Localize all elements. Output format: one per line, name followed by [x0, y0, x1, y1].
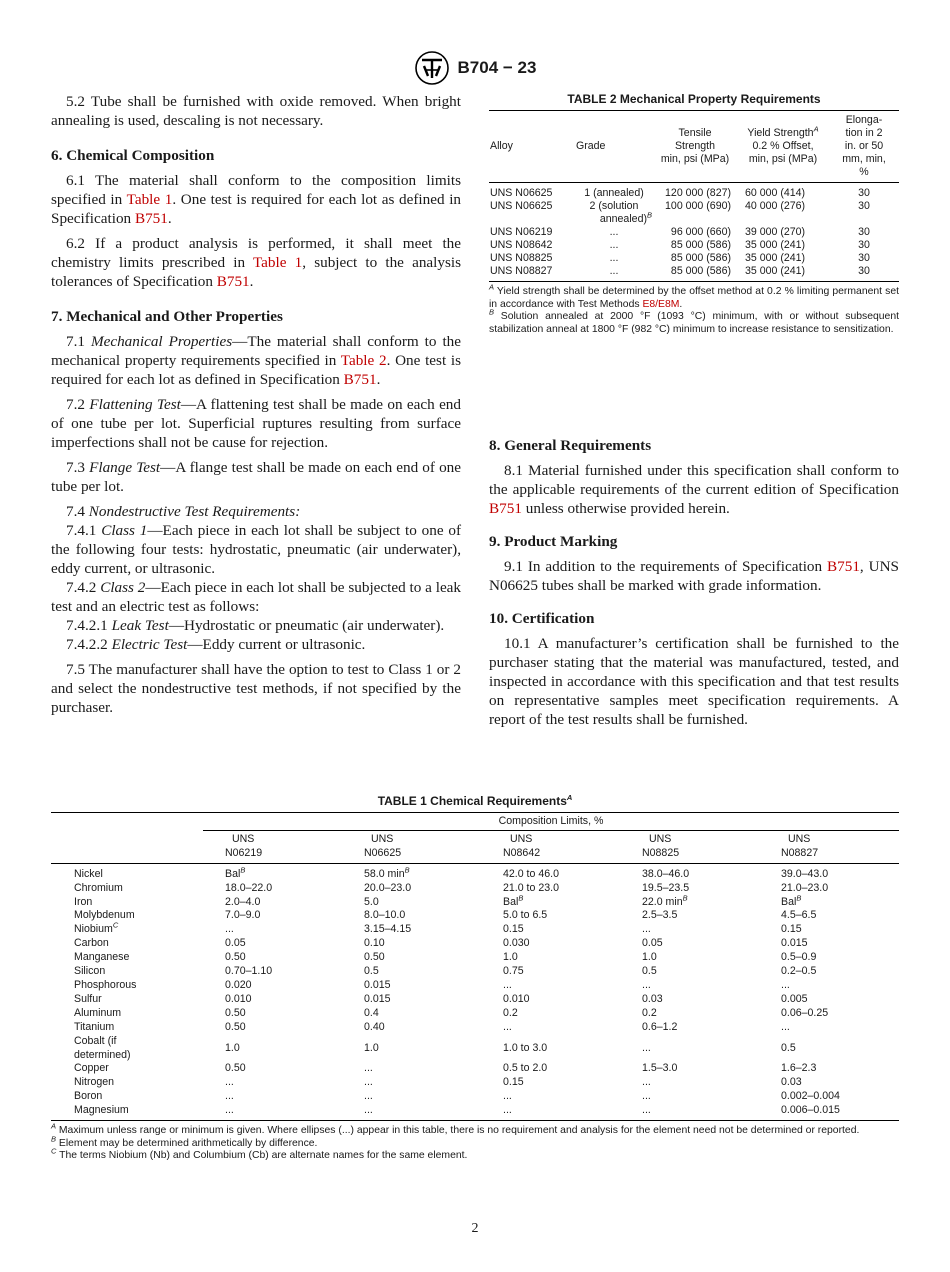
composition-cell: 0.03 — [642, 992, 663, 1005]
composition-cell: 1.6–2.3 — [781, 1062, 817, 1075]
composition-cell: 0.5 to 2.0 — [503, 1062, 548, 1075]
composition-cell: 0.50 — [225, 1006, 246, 1019]
yield-cell: 60 000 (414) — [745, 187, 806, 199]
alloy-column-header: UNS N08827 — [759, 830, 899, 863]
element-cell: Cobalt (if determined) — [74, 1034, 131, 1061]
composition-cell: ... — [781, 978, 790, 991]
tensile-cell: 85 000 (586) — [653, 265, 737, 282]
yield-cell: 39 000 (270) — [745, 226, 806, 238]
table-row — [51, 1035, 899, 1063]
element-cell: Iron — [74, 895, 93, 908]
table-row — [51, 951, 899, 965]
para-8-1: 8.1 Material furnished under this specification shall conform to the applicable requirements of the current edition of Specification B751 unless otherwise provided herein. — [489, 462, 899, 517]
grade-cell: ... — [575, 265, 653, 282]
composition-cell: 0.15 — [503, 923, 524, 936]
composition-cell: ... — [481, 1104, 620, 1120]
composition-cell: 0.010 — [225, 992, 252, 1005]
table-1-link[interactable]: Table 1 — [126, 191, 173, 208]
tensile-cell: 100 000 (690) — [665, 200, 731, 212]
table-2-footnote-a: $^A$ Yield strength shall be determined by the offset method at 0.2 % limiting permanent set in accordance with Test Methods E8/E8M. — [489, 282, 899, 310]
composition-cell: 0.4 — [364, 1006, 379, 1019]
para-7-2: 7.2 Flattening Test—A flattening test shall be made on each end of one tube per lot. Superficial ruptures resulting from surface imperfections shall not be cause for rejection. — [51, 396, 461, 451]
section-10-heading: 10. Certification — [489, 610, 595, 627]
composition-cell: 0.020 — [225, 978, 252, 991]
element-cell: Sulfur — [74, 992, 102, 1005]
element-cell: Molybdenum — [74, 909, 135, 922]
table-row — [51, 896, 899, 910]
element-cell: Boron — [74, 1090, 103, 1103]
alloy-cell: UNS N06625 — [490, 187, 553, 199]
composition-cell: 0.002–0.004 — [781, 1090, 840, 1103]
para-7-4-2-2: 7.4.2.2 Electric Test—Eddy current or ultrasonic. — [66, 636, 366, 653]
para-10-1: 10.1 A manufacturer’s certification shall be furnished to the purchaser stating that the material was manufactured, tested, and inspected in accordance with this specification and that test results on representative samples meet specification requirements. A report of the test results shall be furnished. — [489, 635, 899, 728]
composition-cell: 2.0–4.0 — [225, 895, 261, 908]
table-row — [489, 239, 899, 252]
composition-cell: 0.6–1.2 — [642, 1020, 678, 1033]
page-number: 2 — [471, 1221, 479, 1236]
composition-cell: 0.03 — [781, 1076, 802, 1089]
element-cell: Nitrogen — [74, 1076, 115, 1089]
table-1-block — [51, 794, 899, 1163]
composition-limits-header: Composition Limits, % — [203, 813, 899, 831]
document-designation: B704 − 23 — [457, 58, 537, 77]
elongation-cell: 30 — [858, 239, 870, 251]
composition-cell: 58.0 $\min^B$ — [364, 865, 410, 880]
composition-cell: 0.50 — [225, 951, 246, 964]
composition-cell: 0.05 — [225, 937, 246, 950]
composition-cell: ... — [225, 1076, 234, 1089]
tensile-cell: 120 000 (827) — [665, 187, 731, 199]
composition-cell: ... — [503, 1090, 512, 1103]
section-7-heading: 7. Mechanical and Other Properties — [51, 308, 283, 325]
composition-cell: 0.10 — [364, 937, 385, 950]
page-header — [0, 50, 950, 86]
table-row — [51, 909, 899, 923]
section-9-heading: 9. Product Marking — [489, 533, 618, 550]
col-grade: Grade — [575, 111, 653, 183]
composition-cell: ... — [225, 1090, 234, 1103]
right-column — [489, 436, 899, 735]
table-row — [51, 1007, 899, 1021]
composition-cell: 0.50 — [364, 951, 385, 964]
b751-link[interactable]: B751 — [343, 371, 377, 388]
element-cell: Chromium — [74, 881, 123, 894]
b751-link[interactable]: B751 — [827, 558, 860, 575]
composition-cell: 38.0–46.0 — [642, 867, 690, 880]
para-7-3: 7.3 Flange Test—A flange test shall be made on each end of one tube per lot. — [51, 459, 461, 495]
composition-cell: ... — [642, 923, 651, 936]
composition-cell: 18.0–22.0 — [225, 881, 273, 894]
element-cell: Copper — [74, 1062, 109, 1075]
alloy-column-header: UNS N06625 — [342, 830, 481, 863]
composition-cell: 0.2 — [503, 1006, 518, 1019]
element-cell: Titanium — [74, 1020, 115, 1033]
composition-cell: 21.0–23.0 — [781, 881, 829, 894]
composition-cell: 0.015 — [364, 992, 391, 1005]
composition-cell: 0.030 — [503, 937, 530, 950]
element-cell: Nickel — [74, 867, 103, 880]
composition-cell: 0.50 — [225, 1062, 246, 1075]
table-row — [51, 1062, 899, 1076]
composition-cell: Bal$^B$ — [503, 893, 524, 908]
composition-cell: ... — [642, 978, 651, 991]
table-row — [489, 252, 899, 265]
alloy-cell: UNS N08825 — [490, 252, 553, 264]
table-2-footnotes — [489, 282, 899, 336]
table-row — [51, 979, 899, 993]
composition-cell: 0.006–0.015 — [759, 1104, 899, 1120]
table-1-footnote: $^A$ Maximum unless range or minimum is given. Where ellipses (...) appear in this table, there is no requirement and analysis for the element need not be determined or reported. — [51, 1121, 860, 1137]
table-2-header-row — [489, 111, 899, 183]
table-1-column-header-row — [51, 830, 899, 863]
composition-cell: 1.0 to 3.0 — [503, 1041, 548, 1054]
para-7-4-2-1: 7.4.2.1 Leak Test—Hydrostatic or pneumatic (air underwater). — [66, 617, 445, 634]
table-row — [51, 923, 899, 937]
grade-cell: 1 (annealed) — [584, 187, 644, 199]
section-6-heading: 6. Chemical Composition — [51, 147, 215, 164]
composition-cell: 20.0–23.0 — [364, 881, 412, 894]
yield-cell: 35 000 (241) — [737, 265, 829, 282]
yield-cell: 35 000 (241) — [745, 239, 806, 251]
composition-cell: ... — [503, 978, 512, 991]
grade-cell: 2 (solution annealed)$^B$ — [589, 200, 652, 225]
composition-cell: 2.5–3.5 — [642, 909, 678, 922]
col-alloy: Alloy — [489, 111, 575, 183]
composition-cell: 0.015 — [781, 937, 808, 950]
table-1-caption: TABLE 1 Chemical Requirements$^A$ — [377, 793, 573, 808]
element-cell: Niobium$^C$ — [74, 920, 119, 936]
tensile-cell: 85 000 (586) — [670, 239, 731, 251]
table-row — [489, 265, 899, 282]
composition-cell: 42.0 to 46.0 — [503, 867, 559, 880]
section-8-heading: 8. General Requirements — [489, 437, 652, 454]
composition-cell: 7.0–9.0 — [225, 909, 261, 922]
composition-cell: ... — [642, 1090, 651, 1103]
alloy-cell: UNS N08827 — [489, 265, 575, 282]
composition-cell: 0.5–0.9 — [781, 951, 817, 964]
grade-cell: ... — [609, 252, 619, 264]
alloy-cell: UNS N08642 — [490, 239, 553, 251]
elongation-cell: 30 — [858, 187, 870, 199]
left-column — [51, 92, 461, 723]
composition-cell: 1.0 — [503, 951, 518, 964]
composition-cell: Bal$^B$ — [225, 865, 246, 880]
para-9-1: 9.1 In addition to the requirements of Specification B751, UNS N06625 tubes shall be marked with grade information. — [489, 558, 899, 594]
elongation-cell: 30 — [858, 200, 870, 212]
composition-cell: 0.010 — [503, 992, 530, 1005]
table-2-block — [489, 92, 899, 336]
composition-cell: 0.005 — [781, 992, 808, 1005]
composition-cell: ... — [364, 1076, 373, 1089]
col-yield: Yield Strength$^A$ 0.2 % Offset, min, psi (MPa) — [737, 111, 829, 183]
composition-cell: 0.70–1.10 — [225, 965, 273, 978]
table-1 — [51, 812, 899, 1121]
composition-cell: 0.05 — [642, 937, 663, 950]
b751-link[interactable]: B751 — [216, 273, 250, 290]
composition-cell: 0.40 — [364, 1020, 385, 1033]
para-5-2: 5.2 Tube shall be furnished with oxide removed. When bright annealing is used, descaling is not necessary. — [51, 93, 461, 129]
composition-cell: 0.5 — [642, 965, 657, 978]
table-1-link[interactable]: Table 1 — [252, 254, 303, 271]
composition-cell: ... — [364, 1090, 373, 1103]
composition-cell: 5.0 — [364, 895, 379, 908]
composition-cell: 4.5–6.5 — [781, 909, 817, 922]
composition-cell: 1.0 — [642, 951, 657, 964]
grade-cell: ... — [609, 239, 619, 251]
composition-cell: ... — [781, 1020, 790, 1033]
para-7-4-1: 7.4.1 Class 1—Each piece in each lot shall be subject to one of the following four tests: hydrostatic, pneumatic (air underwater), eddy current, or ultrasonic. — [51, 522, 462, 577]
composition-cell: 0.75 — [503, 965, 524, 978]
composition-cell: ... — [225, 923, 234, 936]
composition-cell: 39.0–43.0 — [781, 867, 829, 880]
e8-e8m-link[interactable]: E8/E8M — [642, 298, 680, 310]
b751-link[interactable]: B751 — [489, 500, 522, 517]
composition-cell: 1.5–3.0 — [642, 1062, 678, 1075]
composition-cell: ... — [642, 1041, 651, 1054]
para-6-2: 6.2 If a product analysis is performed, it shall meet the chemistry limits prescribed in Table 1, subject to the analysis tolerances of Specification B751. — [51, 235, 462, 290]
tensile-cell: 85 000 (586) — [670, 252, 731, 264]
astm-logo-icon — [414, 50, 450, 86]
table-1-footnote: $^B$ Element may be determined arithmetically by difference. — [51, 1134, 318, 1149]
b751-link[interactable]: B751 — [134, 210, 168, 227]
composition-cell: 0.2–0.5 — [781, 965, 817, 978]
table-row — [51, 1021, 899, 1035]
element-cell: Phosphorous — [74, 978, 137, 991]
table-1-footnote: $^C$ The terms Niobium (Nb) and Columbium (Cb) are alternate names for the same element. — [51, 1146, 468, 1162]
composition-cell: 22.0 $\min^B$ — [642, 893, 688, 908]
composition-cell: ... — [620, 1104, 759, 1120]
composition-cell: 0.015 — [364, 978, 391, 991]
element-cell: Carbon — [74, 937, 109, 950]
para-7-4-2: 7.4.2 Class 2—Each piece in each lot shall be subjected to a leak test and an electric test as follows: — [51, 579, 462, 615]
table-2-caption: TABLE 2 Mechanical Property Requirements — [567, 92, 821, 106]
composition-cell: 0.15 — [781, 923, 802, 936]
yield-cell: 35 000 (241) — [745, 252, 806, 264]
composition-cell: ... — [203, 1104, 342, 1120]
table-row — [51, 1076, 899, 1090]
tensile-cell: 96 000 (660) — [670, 226, 731, 238]
col-tensile: Tensile Strength min, psi (MPa) — [653, 111, 737, 183]
composition-cell: ... — [364, 1062, 373, 1075]
composition-cell: ... — [342, 1104, 481, 1120]
para-7-1: 7.1 Mechanical Properties—The material shall conform to the mechanical property requirements specified in Table 2. One test is required for each lot as defined in Specification B751. — [51, 333, 461, 388]
composition-cell: 0.06–0.25 — [781, 1006, 829, 1019]
table-2 — [489, 110, 899, 282]
para-7-5: 7.5 The manufacturer shall have the option to test to Class 1 or 2 and select the nondestructive test methods, if not specified by the purchaser. — [51, 661, 461, 716]
alloy-column-header: UNS N08825 — [620, 830, 759, 863]
table-2-link[interactable]: Table 2 — [340, 352, 387, 369]
para-6-1: 6.1 The material shall conform to the composition limits specified in Table 1. One test is required for each lot as defined in Specification B751. — [51, 172, 462, 227]
composition-cell: 1.0 — [364, 1041, 379, 1054]
table-row — [51, 993, 899, 1007]
composition-cell: Bal$^B$ — [781, 893, 802, 908]
table-row — [51, 965, 899, 979]
alloy-cell: UNS N06625 — [490, 200, 553, 212]
composition-cell: 21.0 to 23.0 — [503, 881, 559, 894]
table-row — [51, 882, 899, 896]
composition-cell: 3.15–4.15 — [364, 923, 412, 936]
element-cell: Silicon — [74, 965, 106, 978]
para-7-4: 7.4 Nondestructive Test Requirements: — [66, 503, 301, 520]
table-row — [489, 183, 899, 201]
composition-cell: ... — [642, 1076, 651, 1089]
alloy-cell: UNS N06219 — [490, 226, 553, 238]
elongation-cell: 30 — [858, 252, 870, 264]
alloy-column-header: UNS N08642 — [481, 830, 620, 863]
composition-cell: 0.2 — [642, 1006, 657, 1019]
element-cell: Manganese — [74, 951, 130, 964]
grade-cell: ... — [609, 226, 619, 238]
table-row — [489, 226, 899, 239]
col-elongation: Elonga- tion in 2 in. or 50 mm, min, % — [829, 111, 899, 183]
table-1-group-header-row — [51, 813, 899, 831]
composition-cell: 5.0 to 6.5 — [503, 909, 548, 922]
table-row — [51, 1104, 899, 1120]
composition-cell: 1.0 — [225, 1041, 240, 1054]
table-row — [51, 1090, 899, 1104]
element-cell: Aluminum — [74, 1006, 122, 1019]
elongation-cell: 30 — [829, 265, 899, 282]
composition-cell: 0.5 — [781, 1041, 796, 1054]
yield-cell: 40 000 (276) — [745, 200, 806, 212]
table-row — [51, 863, 899, 881]
composition-cell: 8.0–10.0 — [364, 909, 406, 922]
table-2-footnote-b: $^B$ Solution annealed at 2000 °F (1093 °C) minimum, with or without subsequent stabilization anneal at 1800 °F (982 °C) minimum to increase resistance to sensitization. — [489, 307, 899, 335]
composition-cell: 19.5–23.5 — [642, 881, 690, 894]
composition-cell: 0.50 — [225, 1020, 246, 1033]
elongation-cell: 30 — [858, 226, 870, 238]
element-cell: Magnesium — [51, 1104, 203, 1120]
composition-cell: 0.15 — [503, 1076, 524, 1089]
alloy-column-header: UNS N06219 — [203, 830, 342, 863]
table-row — [489, 200, 899, 226]
composition-cell: ... — [503, 1020, 512, 1033]
composition-cell: 0.5 — [364, 965, 379, 978]
table-row — [51, 937, 899, 951]
table-1-footnotes — [51, 1121, 899, 1163]
